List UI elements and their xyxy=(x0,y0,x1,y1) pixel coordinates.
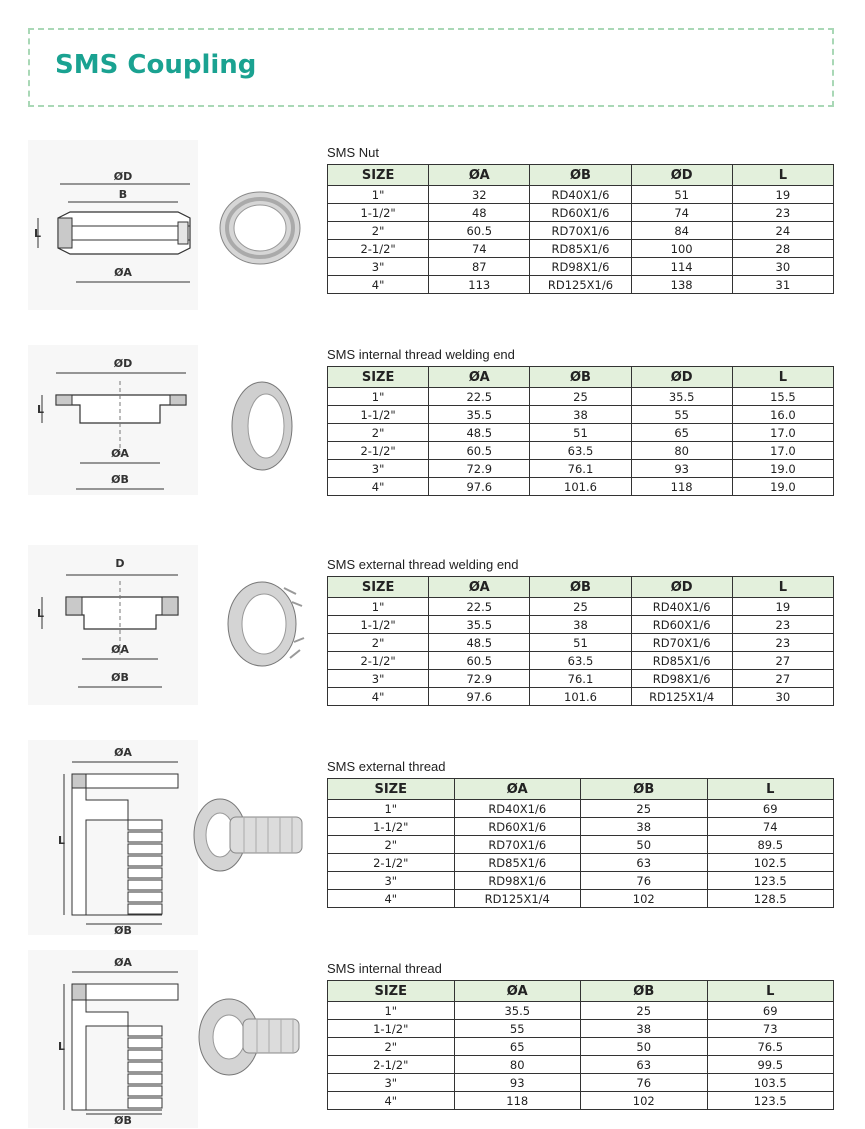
table-cell: 25 xyxy=(581,1002,708,1020)
table-cell: 31 xyxy=(732,276,833,294)
table-cell: 23 xyxy=(732,616,833,634)
col-header: SIZE xyxy=(328,165,429,186)
nut-dim-label-a: ØA xyxy=(114,266,132,279)
table-cell: 27 xyxy=(732,670,833,688)
table-cell: RD98X1/6 xyxy=(530,258,631,276)
it-dim-label-a: ØA xyxy=(114,956,132,969)
table-cell: 63 xyxy=(581,1056,708,1074)
internal-thread-technical-drawing xyxy=(28,950,198,1128)
table-cell: 4" xyxy=(328,478,429,496)
table-cell: RD60X1/6 xyxy=(530,204,631,222)
table-cell: 2-1/2" xyxy=(328,1056,455,1074)
nut-dim-label-d: ØD xyxy=(113,170,133,183)
section-caption: SMS internal thread xyxy=(327,961,442,976)
table-row xyxy=(328,890,834,908)
table-row xyxy=(328,872,834,890)
table-cell: 118 xyxy=(631,478,732,496)
section-caption: SMS internal thread welding end xyxy=(327,347,515,362)
table-row xyxy=(328,222,834,240)
table-cell: 25 xyxy=(530,388,631,406)
table-cell: 2" xyxy=(328,836,455,854)
table-cell: RD60X1/6 xyxy=(631,616,732,634)
table-row xyxy=(328,240,834,258)
col-header: ØA xyxy=(429,577,530,598)
ewe-dim-label-b: ØB xyxy=(111,671,129,684)
table-cell: 24 xyxy=(732,222,833,240)
col-header: ØA xyxy=(454,981,581,1002)
table-cell: 114 xyxy=(631,258,732,276)
external-welding-end-spec-table xyxy=(327,576,834,706)
table-cell: 3" xyxy=(328,1074,455,1092)
table-cell: RD125X1/6 xyxy=(530,276,631,294)
table-row xyxy=(328,616,834,634)
table-row xyxy=(328,1074,834,1092)
table-cell: 65 xyxy=(631,424,732,442)
table-row xyxy=(328,406,834,424)
table-header-row xyxy=(328,367,834,388)
table-cell: 60.5 xyxy=(429,222,530,240)
table-cell: 4" xyxy=(328,1092,455,1110)
table-row xyxy=(328,424,834,442)
table-cell: RD85X1/6 xyxy=(631,652,732,670)
iwe-dim-label-l: L xyxy=(37,403,45,416)
et-dim-label-a: ØA xyxy=(114,746,132,759)
table-cell: 73 xyxy=(707,1020,834,1038)
table-cell: 22.5 xyxy=(429,388,530,406)
table-cell: 84 xyxy=(631,222,732,240)
table-cell: 22.5 xyxy=(429,598,530,616)
table-cell: RD40X1/6 xyxy=(530,186,631,204)
table-cell: 4" xyxy=(328,890,455,908)
internal-welding-end-spec-table xyxy=(327,366,834,496)
table-cell: 38 xyxy=(581,818,708,836)
table-cell: 48 xyxy=(429,204,530,222)
table-row xyxy=(328,460,834,478)
iwe-dim-label-a: ØA xyxy=(111,447,129,460)
col-header: L xyxy=(707,779,834,800)
col-header: L xyxy=(732,165,833,186)
table-row xyxy=(328,1056,834,1074)
table-cell: 3" xyxy=(328,872,455,890)
table-row xyxy=(328,598,834,616)
table-row xyxy=(328,800,834,818)
table-cell: 30 xyxy=(732,258,833,276)
table-cell: 99.5 xyxy=(707,1056,834,1074)
col-header: ØB xyxy=(581,779,708,800)
table-cell: 76 xyxy=(581,872,708,890)
table-cell: 113 xyxy=(429,276,530,294)
table-cell: 55 xyxy=(454,1020,581,1038)
table-cell: 19.0 xyxy=(732,460,833,478)
table-cell: 3" xyxy=(328,460,429,478)
col-header: SIZE xyxy=(328,981,455,1002)
table-cell: 2" xyxy=(328,634,429,652)
it-dim-label-b: ØB xyxy=(114,1114,132,1127)
table-cell: 17.0 xyxy=(732,424,833,442)
table-cell: 2-1/2" xyxy=(328,442,429,460)
table-row xyxy=(328,836,834,854)
table-cell: 3" xyxy=(328,258,429,276)
table-cell: RD40X1/6 xyxy=(454,800,581,818)
table-cell: 15.5 xyxy=(732,388,833,406)
table-cell: 16.0 xyxy=(732,406,833,424)
external-thread-technical-drawing xyxy=(28,740,198,935)
col-header: ØD xyxy=(631,165,732,186)
table-cell: 97.6 xyxy=(429,478,530,496)
table-cell: 63.5 xyxy=(530,442,631,460)
table-row xyxy=(328,854,834,872)
table-cell: 51 xyxy=(631,186,732,204)
table-cell: 25 xyxy=(530,598,631,616)
col-header: SIZE xyxy=(328,779,455,800)
col-header: ØB xyxy=(530,367,631,388)
table-cell: 63 xyxy=(581,854,708,872)
external-thread-spec-table xyxy=(327,778,834,908)
table-cell: 50 xyxy=(581,836,708,854)
table-cell: 2" xyxy=(328,222,429,240)
col-header: ØA xyxy=(454,779,581,800)
table-cell: 63.5 xyxy=(530,652,631,670)
table-row xyxy=(328,388,834,406)
table-cell: 27 xyxy=(732,652,833,670)
table-cell: RD70X1/6 xyxy=(631,634,732,652)
col-header: SIZE xyxy=(328,367,429,388)
table-cell: 76.1 xyxy=(530,460,631,478)
table-cell: 1" xyxy=(328,186,429,204)
table-cell: 19 xyxy=(732,598,833,616)
table-cell: 1-1/2" xyxy=(328,616,429,634)
table-cell: 1" xyxy=(328,598,429,616)
table-cell: 48.5 xyxy=(429,634,530,652)
table-cell: 2-1/2" xyxy=(328,240,429,258)
table-row xyxy=(328,1002,834,1020)
section-caption: SMS external thread xyxy=(327,759,446,774)
nut-spec-table xyxy=(327,164,834,294)
table-cell: 87 xyxy=(429,258,530,276)
table-cell: 72.9 xyxy=(429,460,530,478)
table-row xyxy=(328,670,834,688)
table-cell: 1-1/2" xyxy=(328,1020,455,1038)
table-cell: 65 xyxy=(454,1038,581,1056)
table-cell: 2-1/2" xyxy=(328,652,429,670)
table-cell: 76.5 xyxy=(707,1038,834,1056)
table-cell: 4" xyxy=(328,688,429,706)
table-cell: RD85X1/6 xyxy=(530,240,631,258)
table-cell: 4" xyxy=(328,276,429,294)
col-header: L xyxy=(732,577,833,598)
section-caption: SMS Nut xyxy=(327,145,380,160)
external-thread-product-photo xyxy=(190,795,310,875)
table-cell: 19 xyxy=(732,186,833,204)
table-cell: 35.5 xyxy=(429,406,530,424)
table-cell: 76 xyxy=(581,1074,708,1092)
table-cell: RD70X1/6 xyxy=(454,836,581,854)
it-dim-label-l: L xyxy=(58,1040,66,1053)
internal-thread-product-photo xyxy=(195,995,305,1080)
table-row xyxy=(328,1038,834,1056)
external-welding-end-product-photo xyxy=(218,578,306,670)
col-header: ØB xyxy=(581,981,708,1002)
table-row xyxy=(328,1092,834,1110)
table-cell: 100 xyxy=(631,240,732,258)
table-row xyxy=(328,442,834,460)
table-cell: 89.5 xyxy=(707,836,834,854)
table-cell: 32 xyxy=(429,186,530,204)
table-row xyxy=(328,186,834,204)
table-header-row xyxy=(328,165,834,186)
col-header: ØD xyxy=(631,577,732,598)
table-cell: 138 xyxy=(631,276,732,294)
col-header: L xyxy=(732,367,833,388)
table-cell: 103.5 xyxy=(707,1074,834,1092)
table-cell: RD125X1/4 xyxy=(454,890,581,908)
col-header: ØA xyxy=(429,165,530,186)
title-banner xyxy=(28,28,834,107)
col-header: ØB xyxy=(530,577,631,598)
table-cell: 1-1/2" xyxy=(328,406,429,424)
table-cell: 30 xyxy=(732,688,833,706)
table-header-row xyxy=(328,981,834,1002)
table-cell: 19.0 xyxy=(732,478,833,496)
ewe-dim-label-l: L xyxy=(37,607,45,620)
page-title: SMS Coupling xyxy=(55,50,257,80)
table-cell: 35.5 xyxy=(631,388,732,406)
table-cell: 17.0 xyxy=(732,442,833,460)
table-cell: 1-1/2" xyxy=(328,204,429,222)
table-cell: 1" xyxy=(328,388,429,406)
table-cell: 69 xyxy=(707,800,834,818)
table-header-row xyxy=(328,779,834,800)
table-cell: 74 xyxy=(631,204,732,222)
table-cell: 60.5 xyxy=(429,652,530,670)
table-cell: 128.5 xyxy=(707,890,834,908)
table-cell: 102 xyxy=(581,890,708,908)
table-cell: 1" xyxy=(328,800,455,818)
table-row xyxy=(328,258,834,276)
table-cell: 35.5 xyxy=(429,616,530,634)
table-cell: 48.5 xyxy=(429,424,530,442)
table-row xyxy=(328,1020,834,1038)
table-row xyxy=(328,818,834,836)
nut-dim-label-b: B xyxy=(118,188,128,201)
iwe-dim-label-b: ØB xyxy=(111,473,129,486)
col-header: SIZE xyxy=(328,577,429,598)
table-row xyxy=(328,478,834,496)
table-cell: 102 xyxy=(581,1092,708,1110)
table-cell: RD40X1/6 xyxy=(631,598,732,616)
table-cell: 28 xyxy=(732,240,833,258)
table-cell: 76.1 xyxy=(530,670,631,688)
table-cell: 118 xyxy=(454,1092,581,1110)
table-cell: 1" xyxy=(328,1002,455,1020)
col-header: ØD xyxy=(631,367,732,388)
col-header: L xyxy=(707,981,834,1002)
table-cell: 123.5 xyxy=(707,872,834,890)
ewe-dim-label-d: D xyxy=(115,557,125,570)
table-cell: 23 xyxy=(732,204,833,222)
table-cell: 3" xyxy=(328,670,429,688)
table-cell: 25 xyxy=(581,800,708,818)
iwe-dim-label-d: ØD xyxy=(113,357,133,370)
table-cell: 35.5 xyxy=(454,1002,581,1020)
table-row xyxy=(328,634,834,652)
table-cell: 23 xyxy=(732,634,833,652)
table-cell: 93 xyxy=(454,1074,581,1092)
table-cell: 102.5 xyxy=(707,854,834,872)
nut-dim-label-l: L xyxy=(34,227,42,240)
table-cell: 69 xyxy=(707,1002,834,1020)
ewe-dim-label-a: ØA xyxy=(111,643,129,656)
table-cell: 38 xyxy=(581,1020,708,1038)
table-cell: 74 xyxy=(707,818,834,836)
table-cell: 1-1/2" xyxy=(328,818,455,836)
nut-product-photo xyxy=(216,183,304,273)
table-row xyxy=(328,204,834,222)
table-cell: 60.5 xyxy=(429,442,530,460)
table-cell: RD98X1/6 xyxy=(454,872,581,890)
table-cell: 101.6 xyxy=(530,478,631,496)
table-cell: 38 xyxy=(530,616,631,634)
table-cell: 101.6 xyxy=(530,688,631,706)
table-cell: 97.6 xyxy=(429,688,530,706)
table-cell: 55 xyxy=(631,406,732,424)
table-cell: 93 xyxy=(631,460,732,478)
table-row xyxy=(328,276,834,294)
table-cell: 80 xyxy=(454,1056,581,1074)
section-caption: SMS external thread welding end xyxy=(327,557,519,572)
col-header: ØA xyxy=(429,367,530,388)
table-cell: 51 xyxy=(530,634,631,652)
et-dim-label-b: ØB xyxy=(114,924,132,935)
table-cell: RD85X1/6 xyxy=(454,854,581,872)
table-cell: RD60X1/6 xyxy=(454,818,581,836)
table-cell: 80 xyxy=(631,442,732,460)
table-cell: 38 xyxy=(530,406,631,424)
table-cell: 51 xyxy=(530,424,631,442)
table-row xyxy=(328,688,834,706)
internal-welding-end-product-photo xyxy=(218,378,306,473)
nut-technical-drawing xyxy=(28,140,198,310)
table-cell: 72.9 xyxy=(429,670,530,688)
internal-welding-end-technical-drawing xyxy=(28,345,198,495)
table-cell: 2" xyxy=(328,424,429,442)
table-cell: RD70X1/6 xyxy=(530,222,631,240)
internal-thread-spec-table xyxy=(327,980,834,1110)
et-dim-label-l: L xyxy=(58,834,66,847)
col-header: ØB xyxy=(530,165,631,186)
table-cell: 74 xyxy=(429,240,530,258)
external-welding-end-technical-drawing xyxy=(28,545,198,705)
table-cell: 50 xyxy=(581,1038,708,1056)
table-cell: RD125X1/4 xyxy=(631,688,732,706)
table-cell: 2" xyxy=(328,1038,455,1056)
table-header-row xyxy=(328,577,834,598)
table-cell: RD98X1/6 xyxy=(631,670,732,688)
table-cell: 123.5 xyxy=(707,1092,834,1110)
table-row xyxy=(328,652,834,670)
table-cell: 2-1/2" xyxy=(328,854,455,872)
